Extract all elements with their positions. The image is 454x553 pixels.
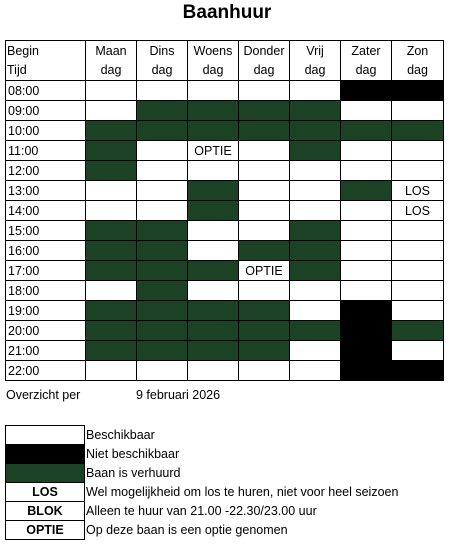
slot-cell bbox=[290, 181, 341, 201]
slot-cell bbox=[341, 101, 392, 121]
slot-cell bbox=[392, 81, 444, 101]
slot-cell bbox=[188, 161, 239, 181]
slot-cell bbox=[239, 341, 290, 361]
table-row bbox=[6, 261, 444, 281]
slot-cell bbox=[341, 181, 392, 201]
time-cell: 11:00 bbox=[6, 141, 86, 161]
slot-cell bbox=[239, 321, 290, 341]
slot-cell bbox=[188, 221, 239, 241]
day-suffix: dag bbox=[151, 62, 173, 77]
time-cell: 10:00 bbox=[6, 121, 86, 141]
slot-cell bbox=[341, 301, 392, 321]
day-name: Dins bbox=[149, 43, 175, 58]
schedule-body bbox=[6, 81, 444, 381]
legend-swatch bbox=[6, 445, 85, 464]
slot-cell bbox=[290, 121, 341, 141]
header-begin-label: Begin bbox=[7, 43, 39, 58]
day-suffix: dag bbox=[355, 62, 377, 77]
time-cell: 20:00 bbox=[6, 321, 86, 341]
legend-swatch bbox=[6, 464, 85, 483]
legend-item bbox=[6, 464, 399, 483]
slot-cell bbox=[392, 221, 444, 241]
header-day-thursday bbox=[239, 41, 290, 81]
slot-cell bbox=[239, 361, 290, 381]
slot-cell bbox=[188, 281, 239, 301]
slot-cell bbox=[341, 261, 392, 281]
slot-cell bbox=[392, 161, 444, 181]
legend-description: Alleen te huur van 21.00 -22.30/23.00 uur bbox=[86, 504, 317, 518]
legend-swatch bbox=[6, 426, 85, 445]
slot-cell bbox=[341, 201, 392, 221]
header-day-tuesday bbox=[137, 41, 188, 81]
table-row bbox=[6, 321, 444, 341]
slot-cell bbox=[137, 161, 188, 181]
time-cell: 14:00 bbox=[6, 201, 86, 221]
table-row bbox=[6, 121, 444, 141]
table-row bbox=[6, 301, 444, 321]
header-day-wednesday bbox=[188, 41, 239, 81]
slot-cell bbox=[341, 281, 392, 301]
slot-cell: OPTIE bbox=[188, 141, 239, 161]
table-row bbox=[6, 201, 444, 221]
slot-cell bbox=[137, 301, 188, 321]
day-name: Maan bbox=[95, 43, 127, 58]
legend-item bbox=[6, 521, 399, 540]
time-cell: 08:00 bbox=[6, 81, 86, 101]
slot-cell bbox=[188, 121, 239, 141]
header-row bbox=[6, 41, 444, 81]
slot-cell bbox=[86, 321, 137, 341]
table-row bbox=[6, 161, 444, 181]
time-cell: 16:00 bbox=[6, 241, 86, 261]
slot-cell bbox=[341, 341, 392, 361]
time-cell: 13:00 bbox=[6, 181, 86, 201]
slot-cell bbox=[86, 121, 137, 141]
slot-cell bbox=[341, 361, 392, 381]
slot-cell bbox=[86, 181, 137, 201]
slot-cell bbox=[137, 361, 188, 381]
slot-cell bbox=[137, 141, 188, 161]
slot-cell bbox=[86, 281, 137, 301]
slot-cell bbox=[290, 261, 341, 281]
slot-cell bbox=[188, 321, 239, 341]
slot-cell: LOS bbox=[392, 181, 444, 201]
table-row bbox=[6, 281, 444, 301]
slot-cell bbox=[137, 101, 188, 121]
slot-cell bbox=[137, 341, 188, 361]
slot-cell bbox=[86, 341, 137, 361]
header-begin-time bbox=[6, 41, 86, 81]
time-cell: 18:00 bbox=[6, 281, 86, 301]
day-name: Woens bbox=[193, 43, 233, 58]
slot-cell bbox=[392, 241, 444, 261]
slot-cell bbox=[290, 201, 341, 221]
slot-cell bbox=[137, 121, 188, 141]
table-row bbox=[6, 181, 444, 201]
slot-cell bbox=[392, 281, 444, 301]
slot-cell bbox=[341, 81, 392, 101]
slot-cell bbox=[290, 281, 341, 301]
slot-cell bbox=[392, 321, 444, 341]
slot-cell bbox=[341, 141, 392, 161]
slot-cell bbox=[86, 361, 137, 381]
slot-cell bbox=[392, 361, 444, 381]
table-row bbox=[6, 361, 444, 381]
legend-item bbox=[6, 502, 399, 521]
slot-cell bbox=[290, 101, 341, 121]
slot-cell bbox=[392, 121, 444, 141]
slot-cell: OPTIE bbox=[239, 261, 290, 281]
schedule-table bbox=[5, 40, 444, 381]
slot-cell bbox=[137, 181, 188, 201]
slot-cell bbox=[392, 101, 444, 121]
header-day-sunday bbox=[392, 41, 444, 81]
table-row bbox=[6, 101, 444, 121]
legend-description: Niet beschikbaar bbox=[86, 447, 180, 461]
table-row bbox=[6, 141, 444, 161]
slot-cell bbox=[290, 341, 341, 361]
time-cell: 15:00 bbox=[6, 221, 86, 241]
slot-cell bbox=[188, 341, 239, 361]
slot-cell bbox=[239, 301, 290, 321]
day-suffix: dag bbox=[202, 62, 224, 77]
slot-cell bbox=[86, 241, 137, 261]
slot-cell bbox=[239, 181, 290, 201]
legend-swatch: LOS bbox=[6, 483, 85, 502]
slot-cell bbox=[239, 221, 290, 241]
legend-description: Beschikbaar bbox=[86, 428, 155, 442]
table-row bbox=[6, 81, 444, 101]
slot-cell bbox=[239, 201, 290, 221]
overview-date: 9 februari 2026 bbox=[136, 388, 221, 402]
table-row bbox=[6, 241, 444, 261]
day-suffix: dag bbox=[407, 62, 428, 77]
slot-cell bbox=[188, 101, 239, 121]
header-day-saturday bbox=[341, 41, 392, 81]
slot-cell bbox=[290, 161, 341, 181]
day-suffix: dag bbox=[253, 62, 275, 77]
slot-cell bbox=[290, 361, 341, 381]
header-day-friday bbox=[290, 41, 341, 81]
table-row bbox=[6, 341, 444, 361]
slot-cell bbox=[137, 201, 188, 221]
slot-cell bbox=[341, 161, 392, 181]
slot-cell bbox=[341, 121, 392, 141]
slot-cell bbox=[392, 141, 444, 161]
slot-cell bbox=[137, 221, 188, 241]
legend-swatch: BLOK bbox=[6, 502, 85, 521]
day-name: Zater bbox=[351, 43, 381, 58]
slot-cell bbox=[137, 321, 188, 341]
slot-cell bbox=[86, 141, 137, 161]
slot-cell bbox=[239, 161, 290, 181]
time-cell: 21:00 bbox=[6, 341, 86, 361]
slot-cell bbox=[188, 361, 239, 381]
slot-cell bbox=[290, 321, 341, 341]
slot-cell bbox=[290, 141, 341, 161]
legend-item bbox=[6, 483, 399, 502]
day-name: Vrij bbox=[306, 43, 324, 58]
slot-cell bbox=[86, 161, 137, 181]
slot-cell bbox=[239, 281, 290, 301]
time-cell: 12:00 bbox=[6, 161, 86, 181]
slot-cell bbox=[290, 221, 341, 241]
legend-item bbox=[6, 426, 399, 445]
slot-cell bbox=[290, 81, 341, 101]
day-suffix: dag bbox=[304, 62, 326, 77]
overview-label: Overzicht per bbox=[6, 388, 81, 402]
slot-cell: LOS bbox=[392, 201, 444, 221]
time-cell: 22:00 bbox=[6, 361, 86, 381]
slot-cell bbox=[137, 81, 188, 101]
slot-cell bbox=[188, 81, 239, 101]
slot-cell bbox=[188, 301, 239, 321]
legend-swatch: OPTIE bbox=[6, 521, 85, 540]
slot-cell bbox=[239, 81, 290, 101]
slot-cell bbox=[137, 241, 188, 261]
header-day-monday bbox=[86, 41, 137, 81]
slot-cell bbox=[86, 81, 137, 101]
time-cell: 17:00 bbox=[6, 261, 86, 281]
slot-cell bbox=[239, 121, 290, 141]
slot-cell bbox=[239, 101, 290, 121]
legend bbox=[5, 425, 399, 540]
slot-cell bbox=[341, 321, 392, 341]
day-name: Zon bbox=[406, 43, 429, 58]
slot-cell bbox=[239, 241, 290, 261]
header-time-label: Tijd bbox=[7, 62, 27, 77]
time-cell: 09:00 bbox=[6, 101, 86, 121]
slot-cell bbox=[290, 241, 341, 261]
slot-cell bbox=[392, 341, 444, 361]
slot-cell bbox=[188, 181, 239, 201]
slot-cell bbox=[290, 301, 341, 321]
slot-cell bbox=[188, 261, 239, 281]
time-cell: 19:00 bbox=[6, 301, 86, 321]
legend-description: Baan is verhuurd bbox=[86, 466, 181, 480]
slot-cell bbox=[341, 221, 392, 241]
slot-cell bbox=[137, 281, 188, 301]
slot-cell bbox=[392, 261, 444, 281]
slot-cell bbox=[86, 201, 137, 221]
slot-cell bbox=[86, 101, 137, 121]
legend-item bbox=[6, 445, 399, 464]
slot-cell bbox=[137, 261, 188, 281]
slot-cell bbox=[86, 221, 137, 241]
slot-cell bbox=[188, 201, 239, 221]
legend-description: Wel mogelijkheid om los te huren, niet voor heel seizoen bbox=[86, 485, 399, 499]
page-title: Baanhuur bbox=[182, 2, 272, 23]
day-name: Donder bbox=[243, 43, 285, 58]
slot-cell bbox=[86, 261, 137, 281]
legend-description: Op deze baan is een optie genomen bbox=[86, 523, 288, 537]
table-row bbox=[6, 221, 444, 241]
day-suffix: dag bbox=[100, 62, 122, 77]
slot-cell bbox=[341, 241, 392, 261]
slot-cell bbox=[188, 241, 239, 261]
slot-cell bbox=[86, 301, 137, 321]
slot-cell bbox=[392, 301, 444, 321]
slot-cell bbox=[239, 141, 290, 161]
